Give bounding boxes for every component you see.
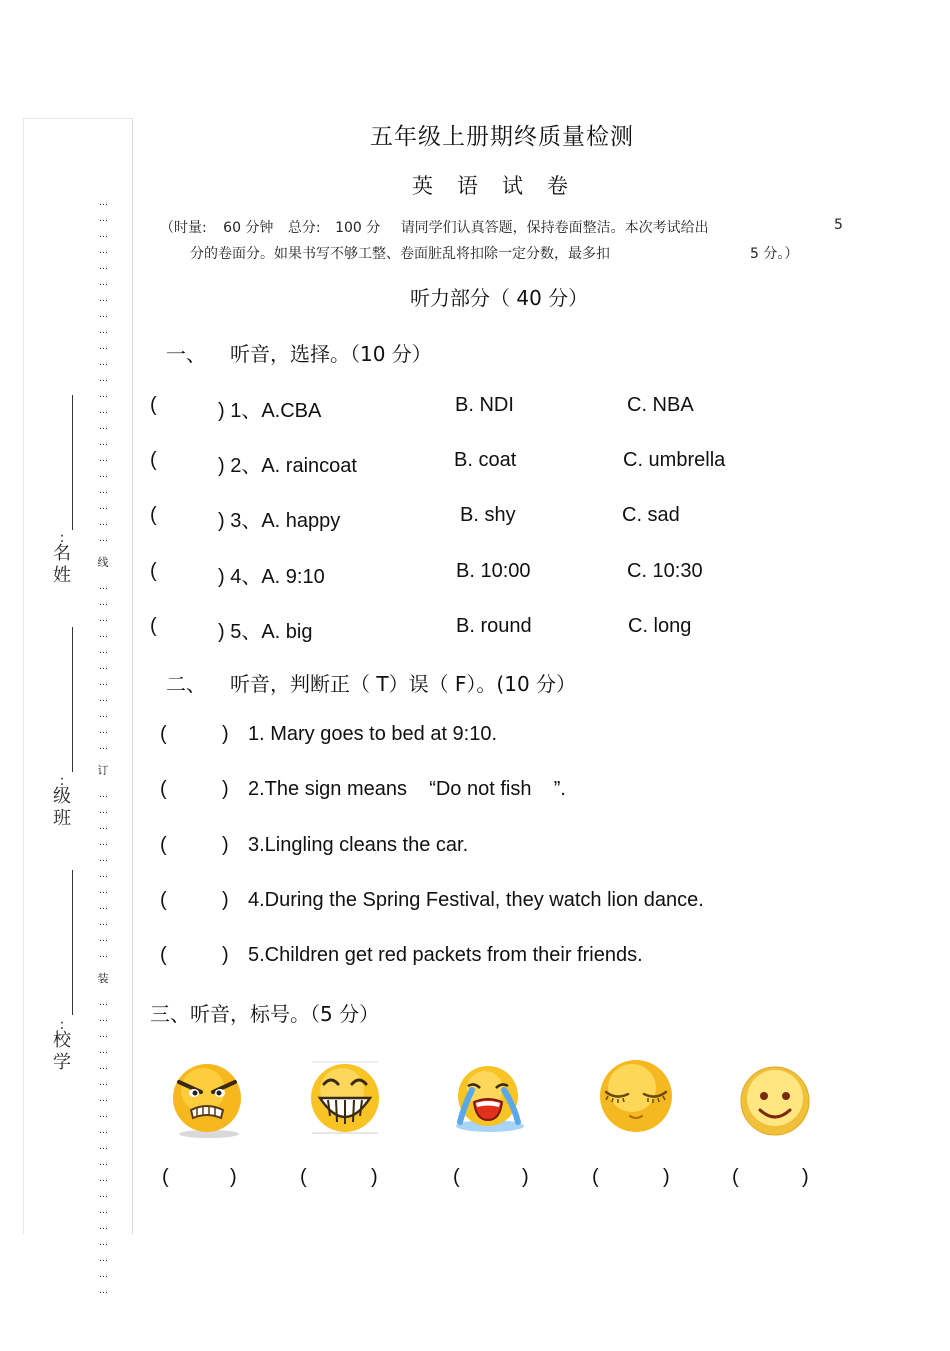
judge-statement: 3.Lingling cleans the car. <box>248 834 469 856</box>
label-blank-close: ) <box>802 1166 809 1188</box>
option-c: C. long <box>628 615 692 637</box>
margin-rule <box>72 627 73 772</box>
seal-dots: … <box>99 294 107 304</box>
judge-statement: 5.Children get red packets from their friends. <box>248 944 643 966</box>
judge-paren-close: ) <box>222 834 229 856</box>
seal-dots: … <box>99 822 107 832</box>
crying-face-icon <box>450 1062 530 1134</box>
seal-dots: … <box>99 854 107 864</box>
seal-dots: … <box>99 486 107 496</box>
seal-dots: … <box>99 1206 107 1216</box>
judge-statement: 4.During the Spring Festival, they watch lion dance. <box>248 889 704 911</box>
seal-dots: … <box>99 1190 107 1200</box>
seal-dots: … <box>99 454 107 464</box>
seal-dots: … <box>99 726 107 736</box>
seal-dots: … <box>99 902 107 912</box>
listening-title: 听力部分（ 40 分） <box>410 286 589 310</box>
judge-paren-close: ) <box>222 889 229 911</box>
exam-note-line2-end: 5 分。） <box>750 246 799 262</box>
seal-dots: … <box>99 1110 107 1120</box>
answer-paren-open[interactable]: ( <box>150 560 157 582</box>
label-blank-close: ) <box>230 1166 237 1188</box>
exam-subtitle: 英语试卷 <box>412 174 592 198</box>
margin-rule <box>72 870 73 1015</box>
part1-number: 一、 <box>166 342 206 366</box>
part2-heading: 听音，判断正（ T）误（ F）。(10 分） <box>230 672 577 696</box>
seal-dots: … <box>99 278 107 288</box>
seal-dots: … <box>99 1254 107 1264</box>
seal-dots: … <box>99 230 107 240</box>
seal-dots: … <box>99 326 107 336</box>
seal-dots: … <box>99 886 107 896</box>
school-label: : 校学 <box>53 1017 71 1073</box>
seal-dots: … <box>99 582 107 592</box>
smiling-face-icon <box>738 1064 812 1138</box>
seal-dots: … <box>99 1078 107 1088</box>
part3-heading: 三、听音，标号。（5 分） <box>150 1002 380 1026</box>
class-label: : 级班 <box>53 773 71 829</box>
option-a: ) 2、A. raincoat <box>218 455 357 477</box>
seal-dots: … <box>99 742 107 752</box>
judge-paren-open[interactable]: ( <box>160 889 167 911</box>
option-a: ) 3、A. happy <box>218 510 341 532</box>
option-c: C. 10:30 <box>627 560 703 582</box>
part2-number: 二、 <box>166 672 206 696</box>
seal-dots: … <box>99 1174 107 1184</box>
seal-dots: … <box>99 422 107 432</box>
answer-paren-open[interactable]: ( <box>150 394 157 416</box>
seal-dots: … <box>99 1142 107 1152</box>
judge-paren-open[interactable]: ( <box>160 723 167 745</box>
option-b: B. round <box>456 615 532 637</box>
binding-margin <box>23 118 133 1234</box>
seal-dots: … <box>99 406 107 416</box>
name-label: : 名姓 <box>53 530 71 586</box>
grinning-face-icon <box>308 1058 382 1136</box>
seal-dots: … <box>99 1158 107 1168</box>
seal-dots: … <box>99 710 107 720</box>
seal-dots: … <box>99 1222 107 1232</box>
label-blank-close: ) <box>371 1166 378 1188</box>
seal-word: 订 <box>97 764 109 777</box>
judge-paren-open[interactable]: ( <box>160 834 167 856</box>
sleepy-face-icon <box>596 1060 676 1134</box>
seal-dots: … <box>99 1030 107 1040</box>
seal-word: 线 <box>97 556 109 569</box>
seal-dots: … <box>99 390 107 400</box>
label-blank-open[interactable]: ( <box>592 1166 599 1188</box>
seal-word: 装 <box>97 972 109 985</box>
seal-dots: … <box>99 374 107 384</box>
seal-dots: … <box>99 790 107 800</box>
exam-note-line2: 分的卷面分。如果书写不够工整、卷面脏乱将扣除一定分数，最多扣 <box>190 246 610 262</box>
option-a: ) 5、A. big <box>218 621 313 643</box>
seal-dots: … <box>99 934 107 944</box>
seal-dots: … <box>99 694 107 704</box>
option-b: B. NDI <box>455 394 514 416</box>
label-blank-close: ) <box>663 1166 670 1188</box>
seal-dots: … <box>99 1062 107 1072</box>
seal-dots: … <box>99 1270 107 1280</box>
seal-dots: … <box>99 246 107 256</box>
judge-paren-open[interactable]: ( <box>160 778 167 800</box>
seal-dots: … <box>99 310 107 320</box>
option-a: ) 1、A.CBA <box>218 400 322 422</box>
part1-heading: 听音，选择。（10 分） <box>230 342 432 366</box>
seal-dots: … <box>99 518 107 528</box>
seal-dots: … <box>99 630 107 640</box>
seal-dotted-line <box>95 195 111 1296</box>
seal-dots: … <box>99 438 107 448</box>
judge-paren-open[interactable]: ( <box>160 944 167 966</box>
judge-paren-close: ) <box>222 723 229 745</box>
answer-paren-open[interactable]: ( <box>150 615 157 637</box>
seal-dots: … <box>99 678 107 688</box>
exam-title: 五年级上册期终质量检测 <box>370 124 634 150</box>
judge-statement: 2.The sign means “Do not fish ”. <box>248 778 566 800</box>
option-b: B. shy <box>460 504 516 526</box>
option-b: B. coat <box>454 449 517 471</box>
seal-dots: … <box>99 1126 107 1136</box>
seal-dots: … <box>99 358 107 368</box>
judge-statement: 1. Mary goes to bed at 9:10. <box>248 723 498 745</box>
label-blank-open[interactable]: ( <box>732 1166 739 1188</box>
seal-dots: … <box>99 502 107 512</box>
seal-dots: … <box>99 614 107 624</box>
seal-dots: … <box>99 534 107 544</box>
label-blank-open[interactable]: ( <box>162 1166 169 1188</box>
seal-dots: … <box>99 950 107 960</box>
seal-dots: … <box>99 1286 107 1296</box>
seal-dots: … <box>99 1238 107 1248</box>
judge-paren-close: ) <box>222 944 229 966</box>
label-blank-open[interactable]: ( <box>453 1166 460 1188</box>
label-blank-close: ) <box>522 1166 529 1188</box>
seal-dots: … <box>99 998 107 1008</box>
answer-paren-open[interactable]: ( <box>150 449 157 471</box>
seal-dots: … <box>99 198 107 208</box>
margin-rule <box>72 395 73 530</box>
label-blank-open[interactable]: ( <box>300 1166 307 1188</box>
seal-dots: … <box>99 598 107 608</box>
option-c: C. sad <box>622 504 680 526</box>
option-c: C. umbrella <box>623 449 726 471</box>
option-a: ) 4、A. 9:10 <box>218 566 325 588</box>
seal-dots: … <box>99 262 107 272</box>
seal-dots: … <box>99 662 107 672</box>
exam-note: （时量: 60 分钟 总分: 100 分 请同学们认真答题，保持卷面整洁。本次考试给出 <box>160 220 709 236</box>
option-b: B. 10:00 <box>456 560 531 582</box>
seal-dots: … <box>99 918 107 928</box>
seal-dots: … <box>99 870 107 880</box>
exam-note-number: 5 <box>834 217 843 233</box>
seal-dots: … <box>99 214 107 224</box>
seal-dots: … <box>99 470 107 480</box>
seal-dots: … <box>99 342 107 352</box>
angry-face-icon <box>165 1060 247 1140</box>
seal-dots: … <box>99 1014 107 1024</box>
seal-dots: … <box>99 838 107 848</box>
option-c: C. NBA <box>627 394 694 416</box>
seal-dots: … <box>99 646 107 656</box>
seal-dots: … <box>99 1046 107 1056</box>
seal-dots: … <box>99 1094 107 1104</box>
judge-paren-close: ) <box>222 778 229 800</box>
seal-dots: … <box>99 806 107 816</box>
answer-paren-open[interactable]: ( <box>150 504 157 526</box>
